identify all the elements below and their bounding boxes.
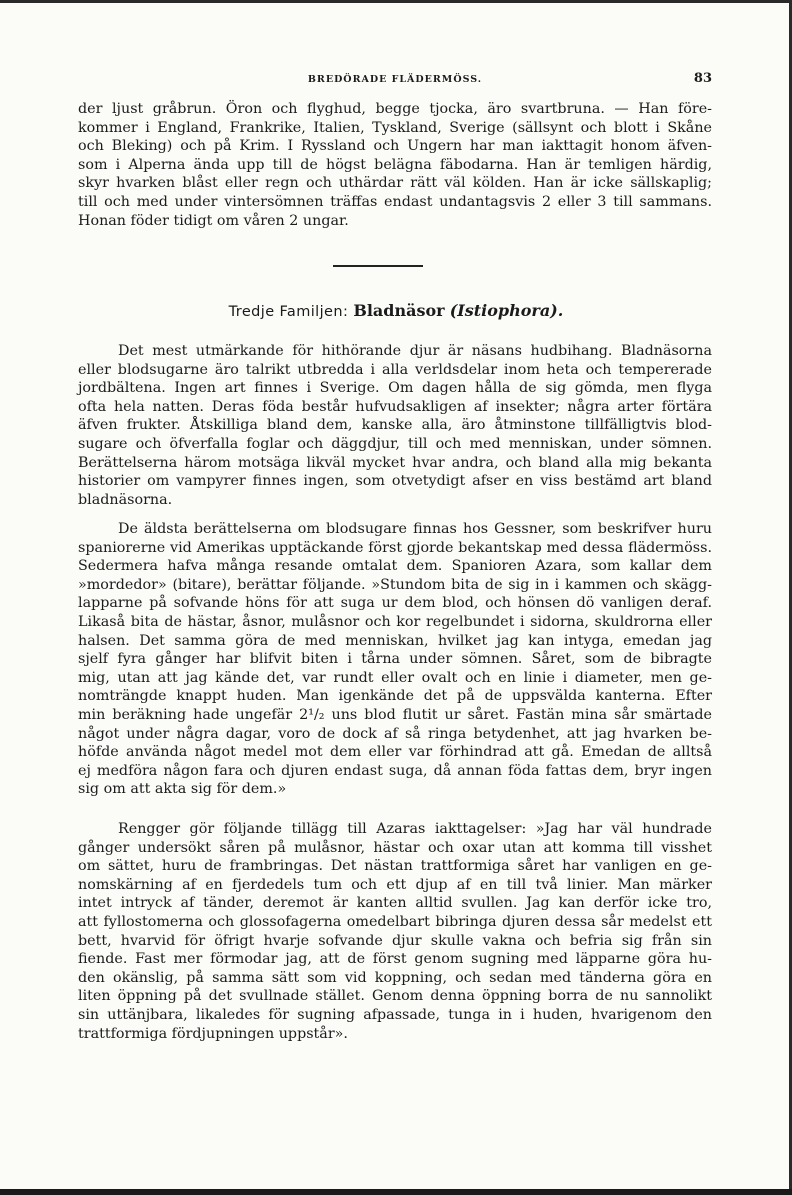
- text-line: sjelf fyra gånger har blifvit biten i tårna under sömnen. Såret, som de bibragte: [78, 651, 712, 668]
- text-line: Rengger gör följande tillägg till Azaras iakttagelser: »Jag har väl hundrade: [118, 821, 712, 837]
- text-line: och Bleking) och på Krim. I Ryssland och Ungern har man iakttagit honom äfven-: [78, 138, 712, 155]
- text-line: jordbältena. Ingen art finnes i Sverige. Om dagen hålla de sig gömda, men flyga: [78, 380, 712, 397]
- paragraph-rengger-account: [78, 820, 712, 1043]
- text-line: att fyllostomerna och glossofagerna omedelbart bibringa djuren dessa sår medelst ett: [78, 913, 712, 930]
- section-divider: [333, 265, 423, 267]
- text-line: halsen. Det samma göra de med menniskan, hvilket jag kan intyga, emedan jag: [78, 632, 712, 649]
- family-label: Tredje Familjen:: [228, 304, 349, 320]
- text-line: sugare och öfverfalla foglar och däggdjur, till och med menniskan, under sömnen.: [78, 435, 712, 452]
- text-line: bladnäsorna.: [78, 491, 173, 508]
- text-line: bett, hvarvid för öfrigt hvarje sofvande djur skulle vakna och befria sig från sin: [78, 932, 712, 949]
- text-line: fiende. Fast mer förmodar jag, att de först genom sugning med läpparne göra hu-: [78, 951, 712, 968]
- page-number: 83: [693, 71, 712, 86]
- text-line: ofta hela natten. Deras föda består hufvudsakligen af insekter; några arter förtära: [78, 398, 712, 415]
- text-line: Sedermera hafva många resande omtalat dem. Spanioren Azara, som kallar dem: [78, 558, 712, 575]
- text-line: Berättelserna härom motsäga likväl mycket hvar andra, och bland alla mig bekanta: [78, 454, 712, 471]
- text-line: som i Alperna ända upp till de högst belägna fäbodarna. Han är temligen härdig,: [78, 156, 712, 173]
- family-heading: [0, 301, 792, 320]
- text-line: der ljust gråbrun. Öron och flyghud, begge tjocka, äro svartbruna. — Han före-: [78, 101, 712, 117]
- paragraph-leaf-nosed-intro: [78, 342, 712, 509]
- text-line: nomträngde knappt huden. Man igenkände det på de uppsvälda kanterna. Efter: [78, 688, 712, 705]
- text-line: höfde använda något medel mot dem eller var förhindrad att gå. Emedan de alltså: [78, 744, 712, 761]
- text-line: trattformiga fördjupningen uppstår».: [78, 1025, 348, 1042]
- text-line: äfven frukter. Åtskilliga bland dem, kanske alla, äro åtminstone tillfälligtvis blod-: [78, 417, 712, 434]
- text-line: gånger undersökt såren på mulåsnor, hästar och oxar utan att komma till visshet: [78, 839, 712, 856]
- text-line: nomskärning af en fjerdedels tum och ett djup af en till två linier. Man märker: [78, 876, 712, 893]
- text-line: historier om vampyrer finnes ingen, som otvetydigt afser en viss bestämd art bland: [78, 473, 712, 490]
- scan-edge-top: [0, 0, 792, 3]
- text-line: eller blodsugarne äro talrikt utbredda i alla verldsdelar inom heta och tempererade: [78, 361, 712, 378]
- text-line: sin uttänjbara, likaledes för sugning afpassade, tunga in i huden, hvarigenom den: [78, 1006, 712, 1023]
- text-line: den okänslig, på samma sätt som vid koppning, och sedan med tänderna göra en: [78, 969, 712, 986]
- running-title: BREDÖRADE FLÄDERMÖSS.: [307, 74, 483, 85]
- text-line: om sättet, huru de frambringas. Det nästan trattformiga såret har vanligen en ge-: [78, 858, 712, 875]
- text-line: till och med under vintersömnen träffas endast undantagsvis 2 eller 3 till sammans.: [78, 193, 712, 210]
- paragraph-azara-account: [78, 520, 712, 799]
- text-line: Det mest utmärkande för hithörande djur är näsans hudbihang. Bladnäsorna: [118, 343, 712, 359]
- text-line: Likaså bita de hästar, åsnor, mulåsnor och kor regelbundet i sidorna, skuldrorna eller: [78, 613, 712, 630]
- text-line: Honan föder tidigt om våren 2 ungar.: [78, 212, 349, 229]
- text-line: intet intryck af tänder, deremot är kanten alltid svullen. Jag kan derför icke tro,: [78, 895, 712, 912]
- text-line: min beräkning hade ungefär 2¹/₂ uns blod flutit ur såret. Fastän mina sår smärtade: [78, 706, 712, 723]
- text-line: lapparne på sofvande höns för att suga ur dem blod, och hönsen dö vanligen deraf.: [78, 595, 712, 612]
- text-line: De äldsta berättelserna om blodsugare finnas hos Gessner, som beskrifver huru: [118, 521, 712, 537]
- text-line: något under några dagar, voro de dock af så ringa betydenhet, att jag hvarken be-: [78, 725, 712, 742]
- text-line: liten öppning på det svullnade stället. Genom denna öppning borra de nu sannolikt: [78, 988, 712, 1005]
- text-line: skyr hvarken blåst eller regn och uthärdar rätt väl kölden. Han är icke sällskaplig;: [78, 175, 712, 192]
- page-header: [78, 71, 712, 91]
- text-line: »mordedor» (bitare), berättar följande. »Stundom bita de sig in i kammen och skägg-: [78, 576, 712, 593]
- text-line: ej medföra någon fara och djuren endast suga, då annan föda fattas dem, bryr ingen: [78, 762, 712, 779]
- text-line: spaniorerne vid Amerikas upptäckande först gjorde bekantskap med dessa flädermöss.: [78, 539, 712, 556]
- family-scientific-name: (Istiophora).: [449, 301, 564, 320]
- family-name: Bladnäsor: [353, 301, 445, 320]
- text-line: kommer i England, Frankrike, Italien, Tyskland, Sverige (sällsynt och blott i Skåne: [78, 119, 712, 136]
- scan-edge-bottom: [0, 1189, 792, 1195]
- text-line: sig om att akta sig för dem.»: [78, 781, 287, 798]
- text-line: mig, utan att jag kände det, var rundt eller ovalt och en linie i diameter, men ge-: [78, 669, 712, 686]
- paragraph-serotine-range: [78, 100, 712, 230]
